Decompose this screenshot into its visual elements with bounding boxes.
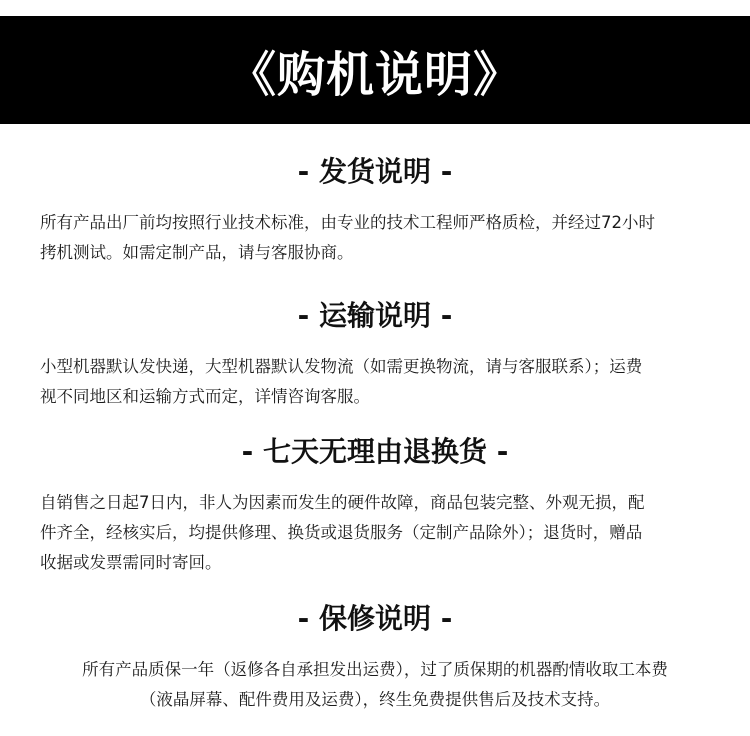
text-line: （液晶屏幕、配件费用及运费），终生免费提供售后及技术支持。: [139, 690, 611, 709]
text-line: 自销售之日起7日内，非人为因素而发生的硬件故障，商品包装完整、外观无损，配: [40, 493, 645, 512]
title-banner: [0, 16, 750, 124]
text-line: 小型机器默认发快递，大型机器默认发物流（如需更换物流，请与客服联系）；运费: [40, 357, 643, 376]
section-text-transport: [40, 352, 712, 412]
text-line: 件齐全，经核实后，均提供修理、换货或退货服务（定制产品除外）；退货时，赠品: [40, 523, 643, 542]
text-line: 拷机测试。如需定制产品，请与客服协商。: [40, 243, 354, 262]
section-heading-warranty: - 保修说明 -: [297, 602, 453, 635]
section-heading-shipping: - 发货说明 -: [297, 155, 453, 188]
text-line: 所有产品质保一年（返修各自承担发出运费），过了质保期的机器酌情收取工本费: [82, 660, 668, 679]
page-title: 《购机说明》: [227, 46, 522, 103]
text-line: 所有产品出厂前均按照行业技术标准，由专业的技术工程师严格质检，并经过72小时: [40, 213, 655, 232]
section-heading-returns: - 七天无理由退换货 -: [241, 435, 509, 468]
section-text-shipping: [40, 208, 712, 268]
text-line: 视不同地区和运输方式而定，详情咨询客服。: [40, 387, 370, 406]
section-heading-transport: - 运输说明 -: [297, 299, 453, 332]
section-text-returns: [40, 488, 712, 578]
text-line: 收据或发票需同时寄回。: [40, 553, 222, 572]
section-text-warranty: [30, 655, 720, 715]
